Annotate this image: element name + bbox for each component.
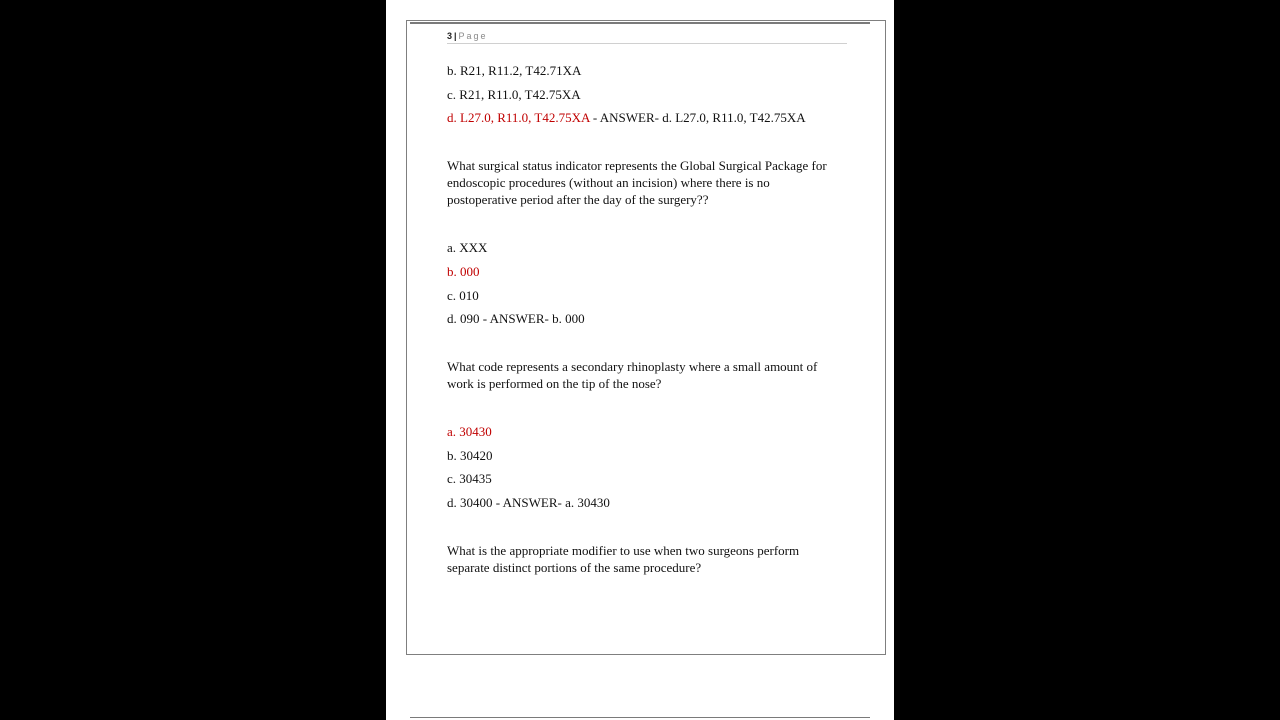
highlighted-option: b. 000 (447, 264, 480, 279)
highlighted-option: d. L27.0, R11.0, T42.75XA (447, 110, 590, 125)
option-line: c. 010 (447, 288, 479, 303)
question-line: What surgical status indicator represents the Global Surgical Package for (447, 158, 827, 173)
next-page-rule (410, 717, 870, 718)
option-line: c. 30435 (447, 471, 492, 486)
option-line: b. R21, R11.2, T42.71XA (447, 63, 582, 78)
option-line: c. R21, R11.0, T42.75XA (447, 87, 581, 102)
question-line: postoperative period after the day of the surgery?? (447, 192, 709, 207)
answer-line (447, 109, 806, 126)
question-line: separate distinct portions of the same procedure? (447, 560, 702, 575)
question-line: work is performed on the tip of the nose? (447, 376, 662, 391)
option-line: b. 30420 (447, 448, 493, 463)
page-number: 3 (447, 31, 453, 41)
page-word: Page (458, 31, 488, 41)
page-header (447, 30, 847, 44)
answer-line: d. 090 - ANSWER- b. 000 (447, 311, 585, 326)
question-line: What is the appropriate modifier to use when two surgeons perform (447, 543, 800, 558)
question-line: endoscopic procedures (without an incision) where there is no (447, 175, 770, 190)
top-rule (410, 22, 870, 24)
option-line: a. XXX (447, 240, 488, 255)
answer-line: d. 30400 - ANSWER- a. 30430 (447, 495, 610, 510)
highlighted-option: a. 30430 (447, 424, 492, 439)
document-page (386, 0, 894, 720)
question-line: What code represents a secondary rhinoplasty where a small amount of (447, 359, 818, 374)
page-separator: | (454, 31, 457, 41)
answer-text: - ANSWER- d. L27.0, R11.0, T42.75XA (589, 110, 806, 125)
